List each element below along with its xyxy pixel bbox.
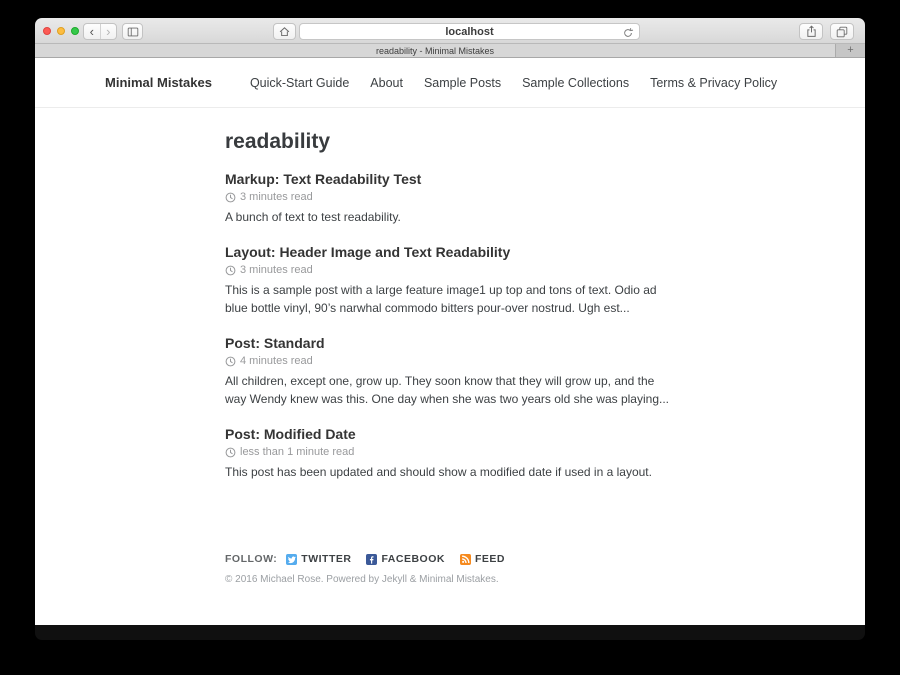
post-item — [225, 336, 677, 408]
site-nav — [250, 76, 798, 90]
twitter-label: TWITTER — [301, 553, 352, 565]
nav-link-sample-posts[interactable]: Sample Posts — [423, 75, 502, 90]
masthead — [35, 58, 865, 108]
back-button[interactable]: ‹ — [89, 24, 94, 39]
feed-link[interactable] — [460, 553, 505, 565]
post-item — [225, 172, 677, 226]
address-bar[interactable] — [299, 23, 640, 40]
clock-icon — [225, 447, 236, 458]
zoom-window-button[interactable] — [71, 27, 79, 35]
clock-icon — [225, 356, 236, 367]
close-window-button[interactable] — [43, 27, 51, 35]
site-title-link[interactable]: Minimal Mistakes — [105, 75, 212, 90]
post-excerpt: This is a sample post with a large feature image1 up top and tons of text. Odio ad blue bottle vinyl, 90’s narwhal commodo bitters pour-over nostrud. Ugh est... — [225, 283, 657, 315]
facebook-label: FACEBOOK — [381, 553, 445, 565]
tab-bar — [35, 44, 865, 58]
copyright-text: © 2016 Michael Rose. Powered by — [225, 574, 382, 585]
follow-label: FOLLOW: — [225, 553, 278, 565]
post-meta — [225, 264, 677, 276]
tab-overview-icon — [835, 25, 849, 39]
post-title-link[interactable]: Layout: Header Image and Text Readability — [225, 244, 511, 260]
twitter-link[interactable] — [286, 553, 351, 565]
post-excerpt: This post has been updated and should show a modified date if used in a layout. — [225, 465, 652, 479]
forward-button[interactable]: › — [100, 24, 117, 39]
reload-icon — [622, 27, 634, 39]
new-tab-button[interactable]: + — [847, 44, 854, 56]
copyright-suffix: . — [495, 574, 499, 585]
tab-title: readability - Minimal Mistakes — [375, 45, 495, 56]
minimize-window-button[interactable] — [57, 27, 65, 35]
read-time: 4 minutes read — [240, 355, 313, 367]
twitter-icon — [286, 554, 297, 565]
post-item — [225, 245, 677, 317]
sidebar-button[interactable] — [122, 23, 143, 40]
archive — [35, 108, 685, 481]
facebook-icon — [366, 554, 377, 565]
facebook-link[interactable] — [366, 553, 445, 565]
sidebar-icon — [126, 25, 140, 39]
nav-link-sample-collections[interactable]: Sample Collections — [522, 75, 630, 90]
page-title: readability — [225, 130, 331, 153]
home-icon — [278, 25, 291, 38]
show-all-tabs-button[interactable] — [830, 23, 854, 40]
post-meta — [225, 355, 677, 367]
nav-link-about[interactable]: About — [370, 75, 403, 90]
post-title-link[interactable]: Post: Modified Date — [225, 426, 356, 442]
post-meta — [225, 446, 677, 458]
history-nav-group — [83, 23, 117, 40]
feed-label: FEED — [474, 553, 505, 565]
share-icon — [805, 25, 818, 38]
nav-link-quick-start-guide[interactable]: Quick-Start Guide — [249, 75, 350, 90]
post-excerpt: All children, except one, grow up. They soon know that they will grow up, and the way Wendy knew was this. One day when she was two years old she was playing... — [225, 374, 669, 406]
clock-icon — [225, 265, 236, 276]
read-time: 3 minutes read — [240, 264, 313, 276]
copyright-sep: & — [406, 574, 420, 585]
post-excerpt: A bunch of text to test readability. — [225, 210, 401, 224]
clock-icon — [225, 192, 236, 203]
post-title-link[interactable]: Markup: Text Readability Test — [225, 171, 422, 187]
jekyll-link[interactable]: Jekyll — [381, 574, 407, 585]
follow-row — [225, 553, 865, 565]
site-footer — [35, 553, 865, 585]
browser-window — [35, 18, 865, 640]
copyright — [225, 574, 865, 585]
url-text: localhost — [445, 25, 494, 38]
post-title-link[interactable]: Post: Standard — [225, 335, 325, 351]
share-button[interactable] — [799, 23, 823, 40]
minimal-mistakes-link[interactable]: Minimal Mistakes — [419, 574, 496, 585]
browser-toolbar — [35, 18, 865, 44]
reload-button[interactable] — [622, 26, 634, 44]
feed-icon — [460, 554, 471, 565]
post-item — [225, 427, 677, 481]
read-time: 3 minutes read — [240, 191, 313, 203]
read-time: less than 1 minute read — [240, 446, 355, 458]
nav-link-terms-privacy[interactable]: Terms & Privacy Policy — [650, 75, 778, 90]
post-meta — [225, 191, 677, 203]
home-button[interactable] — [273, 23, 296, 40]
page-content — [35, 58, 865, 625]
tab-readability[interactable] — [35, 44, 836, 57]
